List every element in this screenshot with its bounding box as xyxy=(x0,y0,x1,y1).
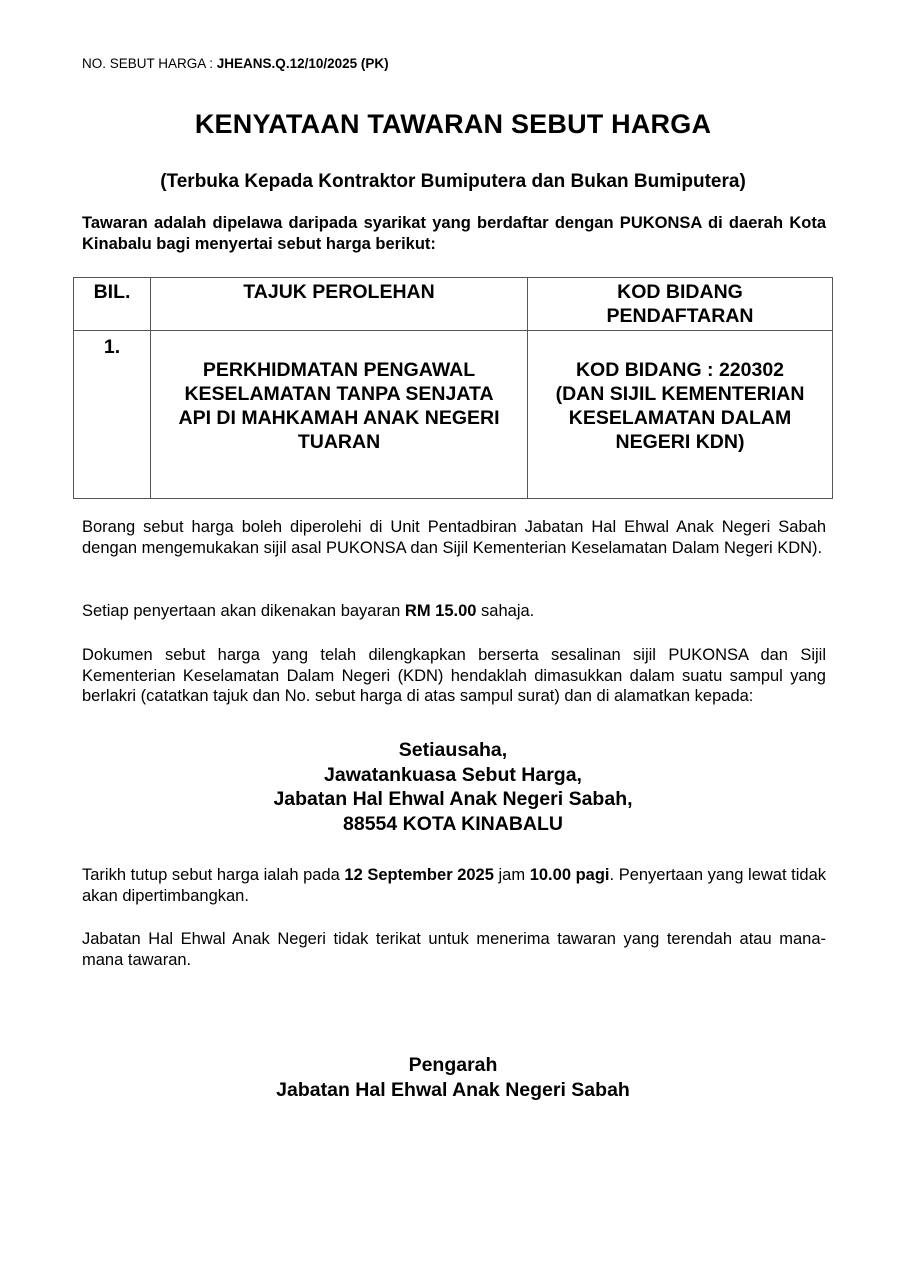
notice-title: KENYATAAN TAWARAN SEBUT HARGA xyxy=(194,109,712,139)
closing-text-end: . Penyertaan yang lewat tidak akan dipertimbangkan. xyxy=(82,866,827,905)
form-availability-paragraph: Borang sebut harga boleh diperolehi di Unit Pentadbiran Jabatan Hal Ehwal Anak Negeri Sabah dengan mengemukakan sijil asal PUKONSA dan Sijil Kementerian Keselamatan Dalam Negeri KDN). xyxy=(82,518,826,557)
address-line: Jawatankuasa Sebut Harga, xyxy=(324,763,582,786)
fee-text: Setiap penyertaan akan dikenakan bayaran xyxy=(82,602,405,620)
kod-line: KOD BIDANG : 220302 xyxy=(575,359,785,381)
header-tajuk-perolehan: TAJUK PEROLEHAN xyxy=(151,278,528,331)
fee-text-end: sahaja. xyxy=(476,602,535,620)
submission-paragraph: Dokumen sebut harga yang telah dilengkapkan berserta sesalinan sijil PUKONSA dan Sijil Kementerian Keselamatan Dalam Negeri (KDN) hendaklah dimasukkan dalam suatu sampul yang berlakri (catatkan tajuk dan No. sebut harga di atas sampul surat) dan di alamatkan kepada: xyxy=(82,646,826,705)
row-bil: 1. xyxy=(74,331,151,499)
header-kod-line2: PENDAFTARAN xyxy=(606,305,754,327)
intro-paragraph: Tawaran adalah dipelawa daripada syarikat yang berdaftar dengan PUKONSA di daerah Kota Kinabalu bagi menyertai sebut harga berikut: xyxy=(82,214,826,253)
closing-text-middle: jam xyxy=(493,866,530,884)
fee-paragraph xyxy=(82,601,826,622)
signoff-block xyxy=(0,1053,906,1102)
tajuk-line: PERKHIDMATAN PENGAWAL xyxy=(202,359,476,381)
header-bil: BIL. xyxy=(74,278,151,331)
closing-date-paragraph xyxy=(82,865,826,906)
address-line: Jabatan Hal Ehwal Anak Negeri Sabah, xyxy=(273,788,633,810)
row-kod-bidang xyxy=(528,331,833,499)
header-kod-bidang xyxy=(528,278,833,331)
closing-text: Tarikh tutup sebut harga ialah pada xyxy=(82,866,345,884)
address-line: 88554 KOTA KINABALU xyxy=(343,812,563,835)
closing-time: 10.00 pagi xyxy=(529,866,610,884)
address-line: Setiausaha, xyxy=(398,739,508,761)
notice-subtitle: (Terbuka Kepada Kontraktor Bumiputera dan Bukan Bumiputera) xyxy=(160,171,746,192)
row-tajuk xyxy=(151,331,528,499)
signoff-title: Pengarah xyxy=(408,1054,498,1076)
signoff-department: Jabatan Hal Ehwal Anak Negeri Sabah xyxy=(276,1078,630,1101)
quotation-reference xyxy=(82,56,389,71)
table-header-row xyxy=(74,278,833,331)
fee-amount: RM 15.00 xyxy=(404,602,477,620)
mailing-address xyxy=(0,738,906,836)
reference-number: JHEANS.Q.12/10/2025 (PK) xyxy=(216,56,389,71)
closing-date: 12 September 2025 xyxy=(344,866,494,884)
tajuk-line: TUARAN xyxy=(297,431,381,453)
table-row xyxy=(74,331,833,499)
kod-line: (DAN SIJIL KEMENTERIAN xyxy=(555,383,805,405)
tajuk-line: API DI MAHKAMAH ANAK NEGERI xyxy=(178,407,500,429)
tender-table xyxy=(73,277,833,499)
kod-line: KESELAMATAN DALAM xyxy=(568,407,792,429)
tajuk-line: KESELAMATAN TANPA SENJATA xyxy=(184,383,494,405)
kod-line: NEGERI KDN) xyxy=(615,431,745,453)
disclaimer-paragraph: Jabatan Hal Ehwal Anak Negeri tidak terikat untuk menerima tawaran yang terendah atau mana-mana tawaran. xyxy=(82,930,826,969)
header-kod-line1: KOD BIDANG xyxy=(617,281,743,303)
reference-label: NO. SEBUT HARGA : xyxy=(82,56,217,71)
